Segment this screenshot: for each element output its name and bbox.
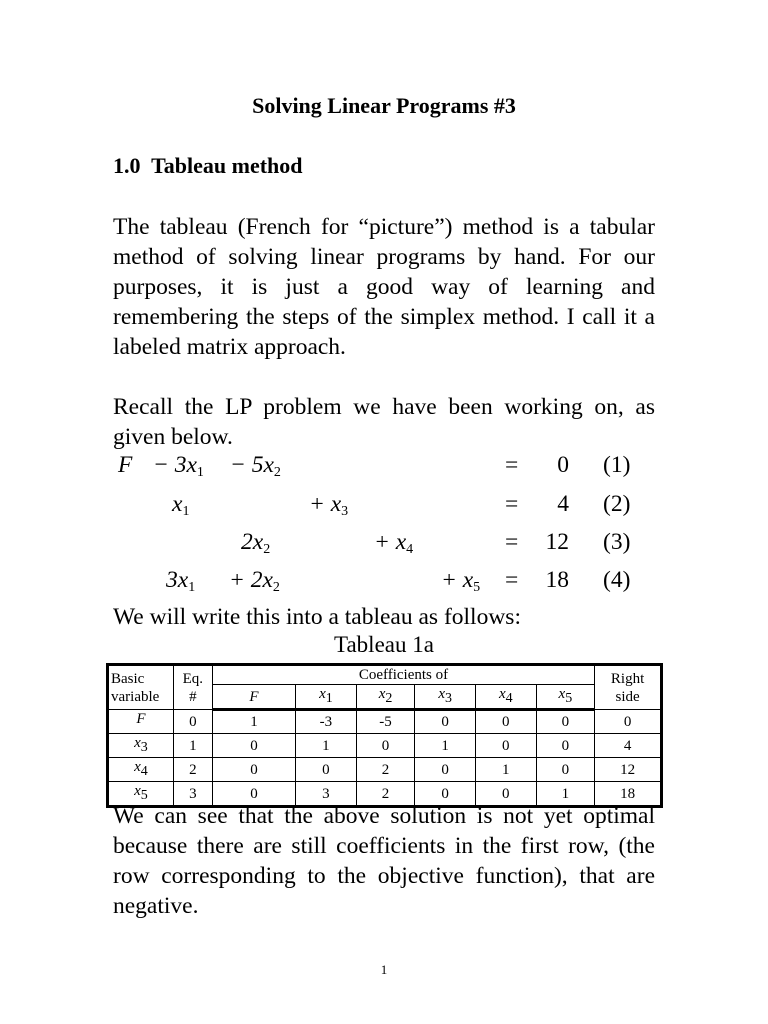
table-row (108, 758, 662, 782)
eq1-term-x1: − 3x (153, 452, 197, 478)
header-right-side: Right side (595, 665, 662, 710)
row-coeff: 0 (415, 782, 476, 807)
eq2-term-x1: x (172, 491, 183, 517)
eq1-rhs: 0 (557, 452, 569, 478)
eq1-term-x2: − 5x (230, 452, 274, 478)
section-number: 1.0 (113, 153, 141, 178)
eq4-equals: = (505, 567, 519, 593)
row-coeff: -5 (356, 710, 415, 734)
row-coeff: 0 (536, 758, 595, 782)
row-coeff: 0 (212, 758, 295, 782)
eq1-label: (1) (603, 452, 631, 478)
equation-1 (113, 452, 673, 486)
eq1-sub-2: 2 (273, 465, 281, 480)
table-row (108, 734, 662, 758)
tableau-table (106, 663, 663, 808)
section-heading-text: Tableau method (151, 153, 303, 178)
row-basic: $x_4$ (108, 758, 174, 782)
row-coeff: 1 (212, 710, 295, 734)
eq1-equals: = (505, 452, 519, 478)
row-coeff: 2 (356, 758, 415, 782)
eq1-term-f: F (118, 452, 133, 478)
eq4-sub-5: 5 (473, 580, 481, 595)
coeff-header-x2: $x_2$ (356, 685, 415, 710)
eq2-equals: = (505, 491, 519, 517)
table-row (108, 710, 662, 734)
row-basic: F (108, 710, 174, 734)
header-coefficients: Coefficients of (212, 665, 594, 685)
row-rhs: 4 (595, 734, 662, 758)
eq2-term-x3: + x (309, 491, 342, 517)
eq3-sub-4: 4 (406, 542, 414, 557)
eq4-sub-2: 2 (272, 580, 280, 595)
coeff-header-x3: $x_3$ (415, 685, 476, 710)
eq4-term-x5: + x (441, 567, 474, 593)
row-coeff: 0 (356, 734, 415, 758)
row-rhs: 0 (595, 710, 662, 734)
row-coeff: 2 (356, 782, 415, 807)
coeff-header-f: F (212, 685, 295, 710)
intro-paragraph: The tableau (French for “picture”) method is a tabular method of solving linear programs by hand. For our purposes, it is just a good way of learning and remembering the steps of the simplex method. I call it a labeled matrix approach. (113, 214, 655, 360)
eq2-sub-1: 1 (182, 504, 190, 519)
row-rhs: 12 (595, 758, 662, 782)
page-title: Solving Linear Programs #3 (252, 93, 516, 118)
row-eq: 2 (173, 758, 212, 782)
equation-3 (113, 529, 673, 563)
eq2-rhs: 4 (557, 491, 569, 517)
header-eq-number: Eq. # (173, 665, 212, 710)
recall-paragraph: Recall the LP problem we have been working on, as given below. (113, 394, 655, 450)
row-coeff: -3 (296, 710, 357, 734)
row-basic: $x_3$ (108, 734, 174, 758)
conclusion-paragraph: We can see that the above solution is not yet optimal because there are still coefficients in the first row, (the row corresponding to the objective function), that are negative. (113, 803, 655, 919)
row-coeff: 1 (415, 734, 476, 758)
eq3-equals: = (505, 529, 519, 555)
row-coeff: 0 (296, 758, 357, 782)
row-eq: 3 (173, 782, 212, 807)
eq4-term-x2: + 2x (229, 567, 273, 593)
row-coeff: 0 (212, 782, 295, 807)
eq3-sub-2: 2 (263, 542, 271, 557)
row-coeff: 0 (536, 710, 595, 734)
table-caption: Tableau 1a (334, 632, 434, 657)
header-basic-variable: Basic variable (108, 665, 174, 710)
row-basic: $x_5$ (108, 782, 174, 807)
row-coeff: 0 (475, 734, 536, 758)
row-coeff: 0 (536, 734, 595, 758)
equation-4 (113, 567, 673, 601)
coeff-header-x4: $x_4$ (475, 685, 536, 710)
eq4-term-x1: 3x (166, 567, 189, 593)
eq4-label: (4) (603, 567, 631, 593)
row-eq: 1 (173, 734, 212, 758)
tableau-intro: We will write this into a tableau as follows: (113, 604, 521, 630)
eq4-rhs: 18 (545, 567, 569, 593)
row-eq: 0 (173, 710, 212, 734)
eq2-label: (2) (603, 491, 631, 517)
equation-2 (113, 491, 673, 525)
row-coeff: 0 (212, 734, 295, 758)
eq3-term-x2: 2x (241, 529, 264, 555)
row-coeff: 0 (415, 758, 476, 782)
coeff-header-x5: $x_5$ (536, 685, 595, 710)
row-coeff: 3 (296, 782, 357, 807)
eq3-label: (3) (603, 529, 631, 555)
row-coeff: 1 (475, 758, 536, 782)
coeff-header-x1: $x_1$ (296, 685, 357, 710)
eq1-sub-1: 1 (196, 465, 204, 480)
row-coeff: 0 (475, 782, 536, 807)
row-coeff: 0 (415, 710, 476, 734)
eq4-sub-1: 1 (188, 580, 196, 595)
eq3-rhs: 12 (545, 529, 569, 555)
eq3-term-x4: + x (374, 529, 407, 555)
eq2-sub-3: 3 (341, 504, 349, 519)
section-heading (113, 153, 303, 179)
row-coeff: 1 (296, 734, 357, 758)
row-coeff: 1 (536, 782, 595, 807)
page-number: 1 (380, 962, 388, 977)
row-coeff: 0 (475, 710, 536, 734)
row-rhs: 18 (595, 782, 662, 807)
